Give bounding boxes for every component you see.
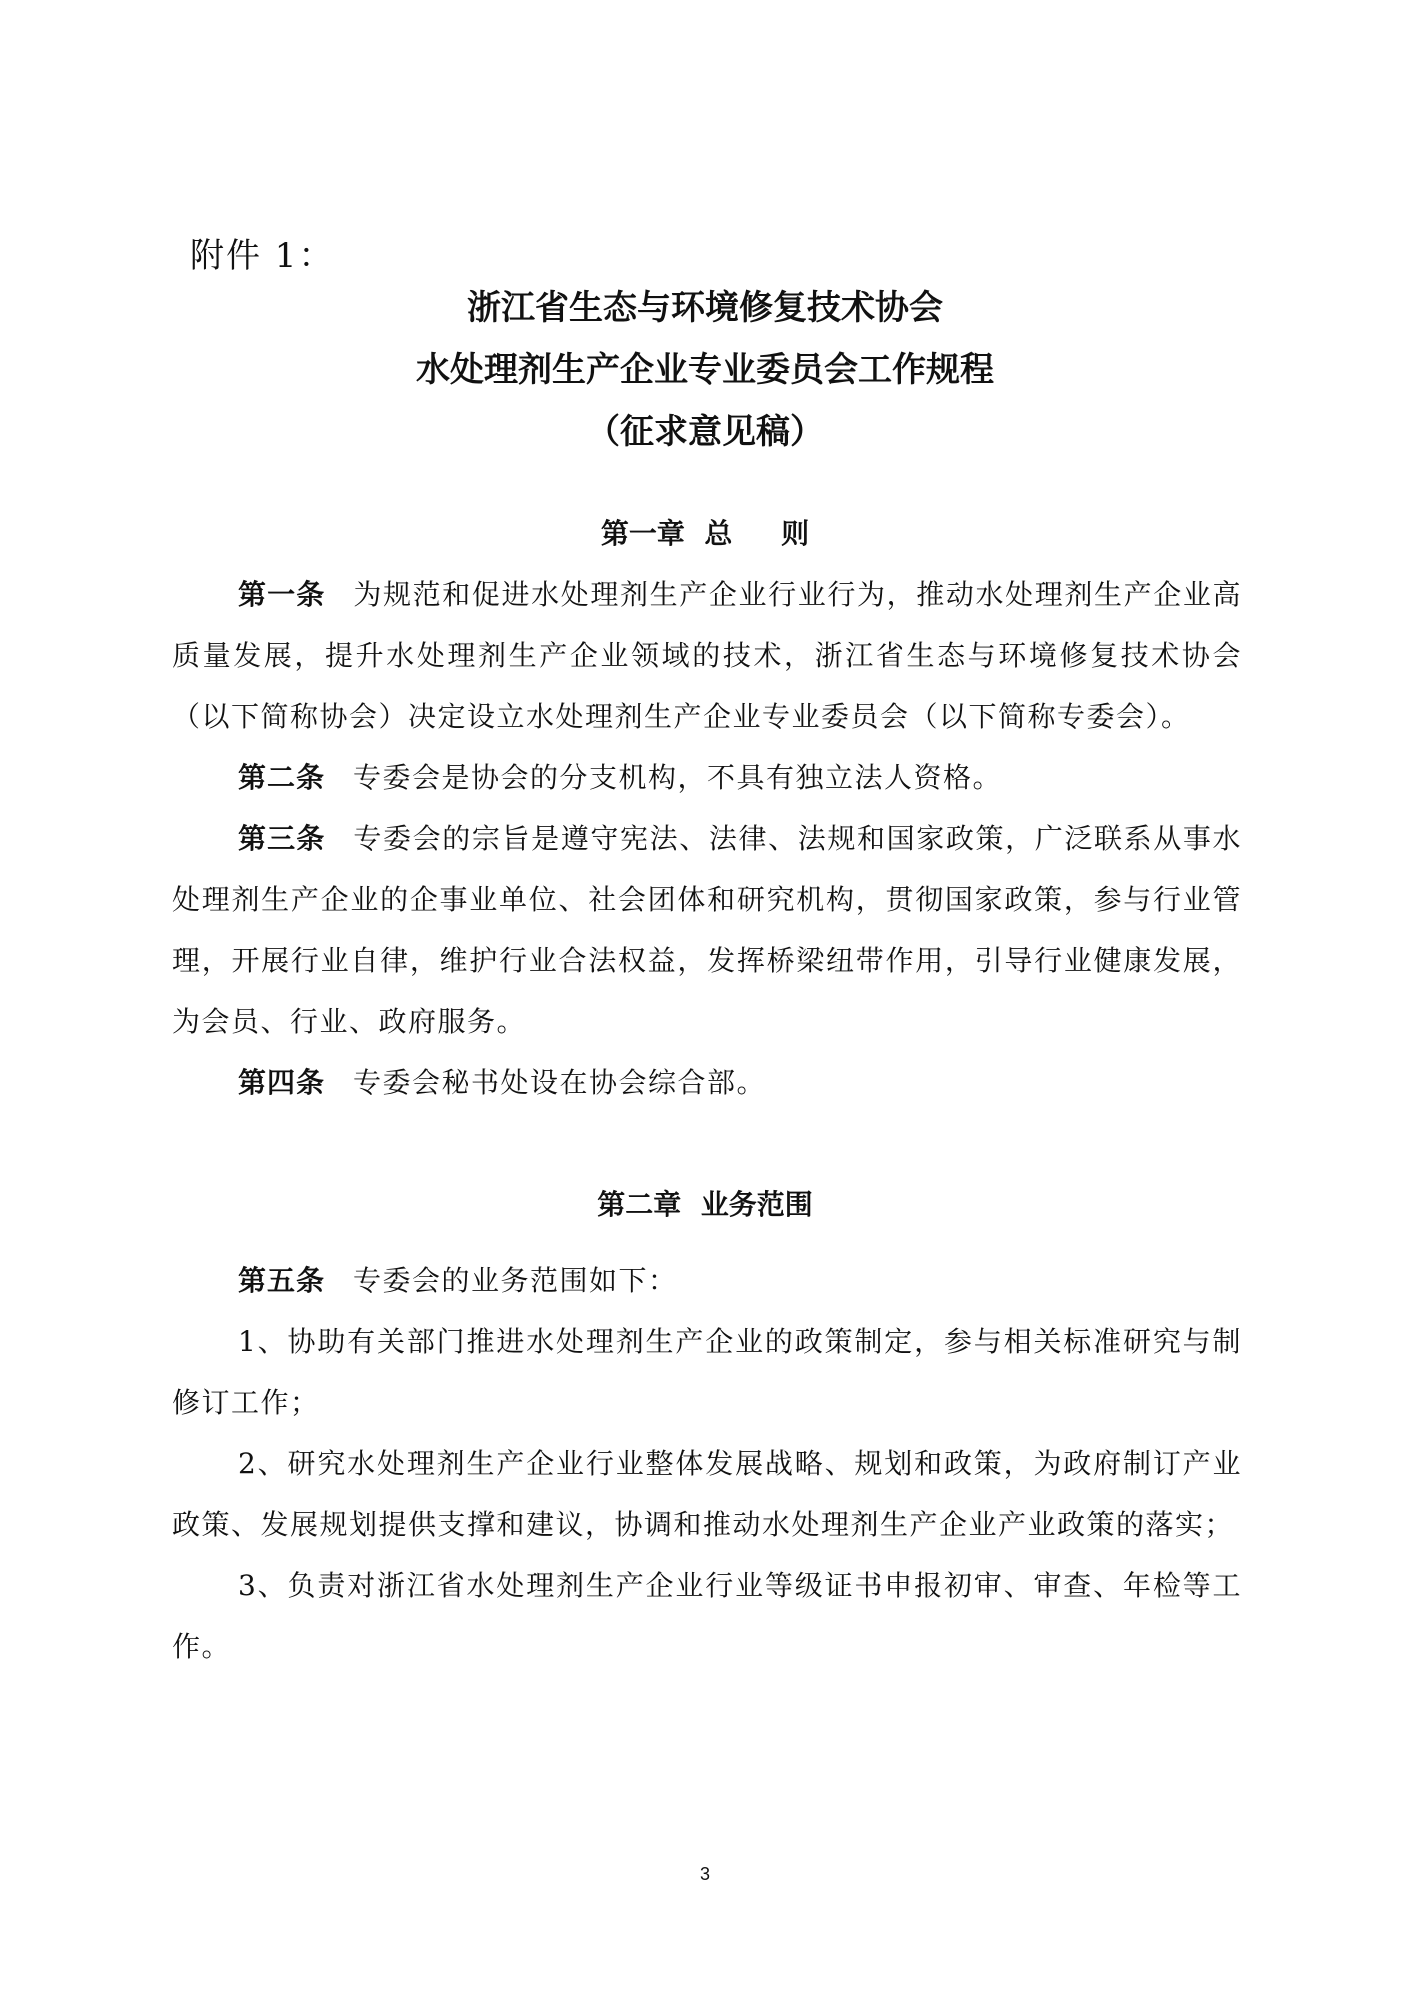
chapter-1-body (172, 564, 1242, 1113)
chapter-2-body (172, 1250, 1242, 1677)
article-label: 第三条 (238, 822, 326, 855)
list-item: 3、负责对浙江省水处理剂生产企业行业等级证书申报初审、审查、年检等工作。 (172, 1569, 1242, 1663)
article-label: 第五条 (238, 1264, 326, 1297)
article-label: 第二条 (238, 761, 326, 794)
list-item: 2、研究水处理剂生产企业行业整体发展战略、规划和政策，为政府制订产业政策、发展规划提供支撑和建议，协调和推动水处理剂生产企业产业政策的落实； (172, 1447, 1242, 1541)
chapter-1-heading: 第一章 总 则 (600, 517, 810, 550)
article-text: 专委会是协会的分支机构，不具有独立法人资格。 (353, 761, 1003, 794)
article-text: 专委会的业务范围如下： (353, 1264, 678, 1297)
article-text: 专委会秘书处设在协会综合部。 (353, 1066, 767, 1099)
document-subtitle: （征求意见稿） (586, 412, 824, 452)
article-2 (172, 747, 1242, 808)
document-title-line1: 浙江省生态与环境修复技术协会 (467, 288, 943, 328)
page-number: 3 (699, 1864, 710, 1884)
article-text: 为规范和促进水处理剂生产企业行业行为，推动水处理剂生产企业高质量发展，提升水处理剂生产企业领域的技术，浙江省生态与环境修复技术协会（以下简称协会）决定设立水处理剂生产企业专业委员会（以下简称专委会）。 (172, 578, 1242, 733)
article-label: 第四条 (238, 1066, 326, 1099)
list-item: 1、协助有关部门推进水处理剂生产企业的政策制定，参与相关标准研究与制修订工作； (172, 1325, 1242, 1419)
attachment-label: 附件 1： (190, 236, 335, 276)
document-title-line2: 水处理剂生产企业专业委员会工作规程 (416, 350, 994, 390)
article-1 (172, 564, 1242, 747)
article-3 (172, 808, 1242, 1052)
article-4 (172, 1052, 1242, 1113)
article-5 (172, 1250, 1242, 1311)
article-label: 第一条 (238, 578, 326, 611)
article-text: 专委会的宗旨是遵守宪法、法律、法规和国家政策，广泛联系从事水处理剂生产企业的企事业单位、社会团体和研究机构，贯彻国家政策，参与行业管理，开展行业自律，维护行业合法权益，发挥桥梁纽带作用，引导行业健康发展，为会员、行业、政府服务。 (172, 822, 1242, 1038)
chapter-2-heading: 第二章 业务范围 (597, 1188, 813, 1221)
